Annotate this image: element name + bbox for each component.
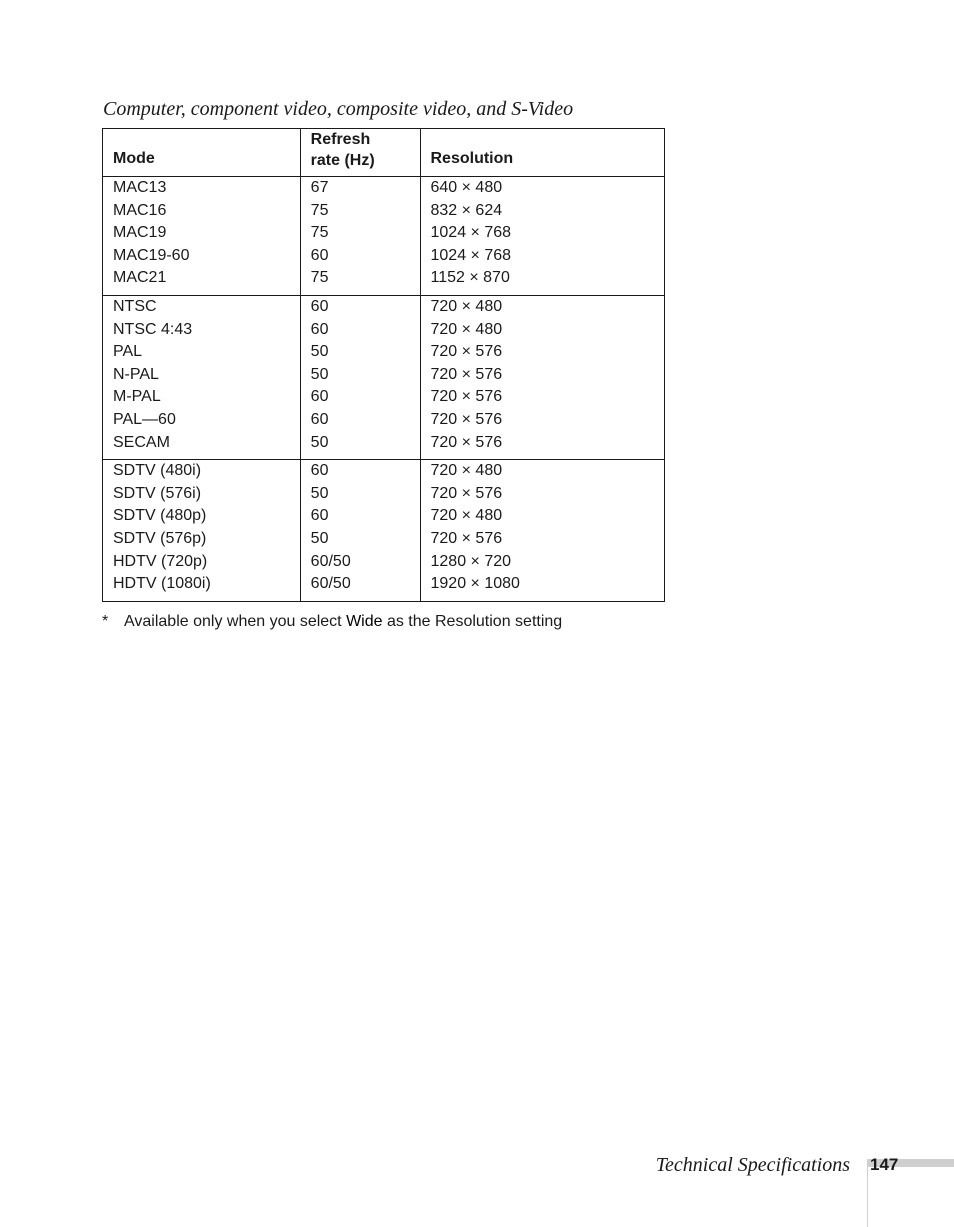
cell-rate: 60 [310, 297, 329, 315]
cell-mode: SDTV (480i) [113, 462, 202, 480]
cell-resolution: 1024 × 768 [430, 246, 512, 264]
cell-rate: 75 [310, 269, 329, 287]
cell-mode: MAC13 [113, 179, 167, 196]
cell-resolution: 720 × 576 [430, 365, 503, 383]
cell-rate: 50 [310, 433, 329, 451]
header-refresh-line1: Refresh [310, 131, 371, 148]
cell-mode: M-PAL [113, 388, 161, 406]
cell-mode: MAC21 [113, 269, 167, 287]
cell-resolution: 720 × 576 [430, 410, 503, 428]
cell-resolution: 832 × 624 [430, 201, 503, 219]
header-refresh-rate [300, 129, 420, 177]
cell-resolution: 1920 × 1080 [430, 575, 520, 593]
header-mode-label: Mode [113, 150, 155, 168]
cell-resolution: 720 × 576 [430, 529, 503, 547]
table-group-row [103, 295, 665, 459]
cell-rate: 50 [310, 343, 329, 361]
cell-resolution: 720 × 480 [430, 320, 503, 338]
cell-rate: 60 [310, 410, 329, 428]
table-cell-mode [103, 177, 301, 296]
page-divider-rule [867, 1159, 868, 1227]
section-title: Computer, component video, composite video, and S-Video [103, 98, 574, 120]
cell-rate: 60 [310, 388, 329, 406]
footnote-marker: * [102, 613, 109, 630]
header-resolution-label: Resolution [430, 150, 514, 168]
cell-rate: 60/50 [310, 575, 351, 593]
cell-mode: NTSC [113, 297, 157, 315]
header-mode [103, 129, 301, 177]
cell-resolution: 720 × 480 [430, 297, 503, 315]
cell-mode: N-PAL [113, 365, 159, 383]
table-header-row [103, 129, 665, 177]
cell-rate: 50 [310, 365, 329, 383]
table-group-row [103, 177, 665, 296]
cell-rate: 75 [310, 224, 329, 242]
footnote-text-after: as the Resolution setting [382, 613, 563, 630]
cell-mode: MAC16 [113, 201, 167, 219]
table-cell-rate [300, 460, 420, 602]
cell-rate: 75 [310, 201, 329, 219]
cell-mode: MAC19-60 [113, 246, 190, 264]
table-body [103, 177, 665, 602]
footnote [102, 612, 562, 632]
footnote-keyword: Wide [346, 613, 383, 630]
cell-mode: SDTV (576i) [113, 484, 202, 502]
cell-mode: SDTV (576p) [113, 529, 207, 547]
table-cell-rate [300, 295, 420, 459]
header-refresh-line2: rate (Hz) [310, 152, 375, 169]
cell-resolution: 720 × 576 [430, 388, 503, 406]
table-cell-rate [300, 177, 420, 296]
display-modes-table [102, 128, 665, 602]
cell-rate: 60 [310, 246, 329, 264]
cell-rate: 60 [310, 320, 329, 338]
cell-resolution: 640 × 480 [430, 179, 503, 196]
header-resolution [420, 129, 665, 177]
cell-mode: HDTV (1080i) [113, 575, 211, 593]
cell-rate: 67 [310, 179, 329, 196]
cell-rate: 60 [310, 462, 329, 480]
cell-mode: MAC19 [113, 224, 167, 242]
cell-resolution: 1024 × 768 [430, 224, 512, 242]
cell-resolution: 720 × 576 [430, 484, 503, 502]
cell-mode: PAL—60 [113, 410, 176, 428]
page-number: 147 [870, 1155, 899, 1174]
table-cell-mode [103, 295, 301, 459]
table-group-row [103, 460, 665, 602]
cell-mode: NTSC 4:43 [113, 320, 193, 338]
cell-resolution: 1152 × 870 [430, 269, 510, 287]
cell-rate: 60 [310, 507, 329, 525]
cell-mode: HDTV (720p) [113, 552, 208, 570]
cell-resolution: 1280 × 720 [430, 552, 512, 570]
cell-resolution: 720 × 576 [430, 433, 503, 451]
cell-resolution: 720 × 480 [430, 507, 503, 525]
cell-mode: SECAM [113, 433, 170, 451]
table-cell-mode [103, 460, 301, 602]
cell-rate: 50 [310, 484, 329, 502]
table-cell-resolution [420, 177, 665, 296]
footer-chapter-title: Technical Specifications [655, 1154, 850, 1176]
cell-rate: 50 [310, 529, 329, 547]
footnote-text-before: Available only when you select [124, 613, 347, 630]
table-cell-resolution [420, 460, 665, 602]
table-cell-resolution [420, 295, 665, 459]
cell-rate: 60/50 [310, 552, 351, 570]
cell-mode: SDTV (480p) [113, 507, 207, 525]
cell-resolution: 720 × 576 [430, 343, 503, 361]
cell-mode: PAL [113, 343, 143, 361]
cell-resolution: 720 × 480 [430, 462, 503, 480]
